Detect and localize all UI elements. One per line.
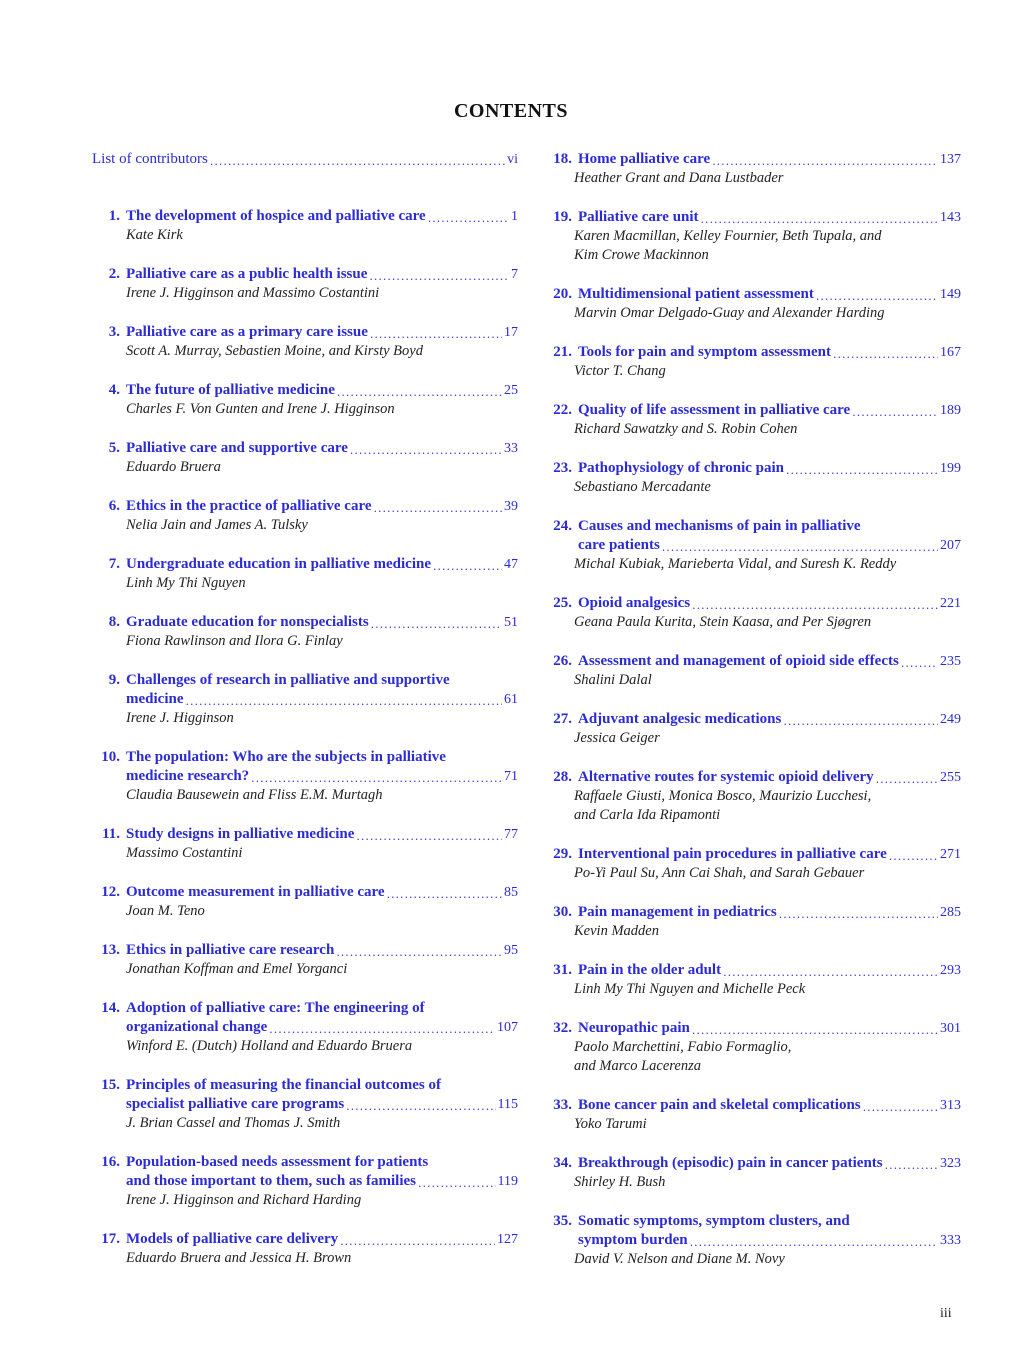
- leader-dots: [690, 1236, 938, 1250]
- toc-entry[interactable]: [92, 883, 518, 921]
- chapter-title[interactable]: Challenges of research in palliative and supportive: [126, 672, 450, 688]
- chapter-number: 3.: [108, 324, 120, 340]
- chapter-title[interactable]: Outcome measurement in palliative care: [126, 884, 385, 900]
- chapter-number: 19.: [553, 209, 572, 225]
- chapter-authors: Paolo Marchettini, Fabio Formaglio,: [574, 1039, 792, 1055]
- chapter-title[interactable]: Ethics in the practice of palliative care: [126, 498, 372, 514]
- chapter-title[interactable]: Breakthrough (episodic) pain in cancer patients: [578, 1155, 883, 1171]
- chapter-title[interactable]: Models of palliative care delivery: [126, 1231, 339, 1247]
- chapter-page: 167: [940, 345, 961, 360]
- chapter-title[interactable]: Somatic symptoms, symptom clusters, and: [578, 1213, 850, 1229]
- leader-dots: [336, 946, 502, 960]
- chapter-number: 31.: [553, 962, 572, 978]
- chapter-page: 25: [504, 383, 518, 398]
- chapter-title[interactable]: Causes and mechanisms of pain in palliative: [578, 518, 861, 534]
- chapter-page: 127: [497, 1232, 518, 1247]
- toc-entry[interactable]: [92, 265, 518, 303]
- chapter-authors: Eduardo Bruera: [126, 459, 221, 475]
- chapter-number: 27.: [553, 711, 572, 727]
- chapter-authors: Winford E. (Dutch) Holland and Eduardo Bruera: [126, 1038, 413, 1054]
- chapter-number: 16.: [101, 1154, 120, 1170]
- chapter-title[interactable]: Principles of measuring the financial outcomes of: [126, 1077, 441, 1093]
- chapter-authors: Irene J. Higginson: [126, 710, 234, 726]
- toc-entry[interactable]: [540, 1096, 961, 1134]
- chapter-number: 8.: [108, 614, 120, 630]
- leader-dots: [210, 155, 505, 169]
- toc-entry[interactable]: [92, 748, 518, 805]
- chapter-authors: Karen Macmillan, Kelley Fournier, Beth Tupala, and: [574, 228, 882, 244]
- chapter-title[interactable]: Palliative care unit: [578, 209, 699, 225]
- leader-dots: [337, 386, 502, 400]
- chapter-title[interactable]: Pathophysiology of chronic pain: [578, 460, 785, 476]
- leader-dots: [340, 1235, 495, 1249]
- chapter-number: 29.: [553, 846, 572, 862]
- chapter-authors: Massimo Costantini: [126, 845, 243, 861]
- chapter-title[interactable]: medicine: [126, 691, 184, 707]
- leader-dots: [816, 290, 938, 304]
- chapter-number: 20.: [553, 286, 572, 302]
- chapter-page: 85: [504, 885, 518, 900]
- chapter-authors: and Marco Lacerenza: [574, 1058, 701, 1074]
- chapter-number: 18.: [553, 151, 572, 167]
- chapter-number: 22.: [553, 402, 572, 418]
- toc-entry[interactable]: [540, 150, 961, 188]
- chapter-title[interactable]: Graduate education for nonspecialists: [126, 614, 369, 630]
- chapter-authors: Yoko Tarumi: [574, 1116, 647, 1132]
- toc-entry[interactable]: [92, 439, 518, 477]
- chapter-authors: Jessica Geiger: [574, 730, 660, 746]
- toc-entry[interactable]: [92, 613, 518, 651]
- chapter-page: 149: [940, 287, 961, 302]
- chapter-number: 35.: [553, 1213, 572, 1229]
- chapter-page: 39: [504, 499, 518, 514]
- toc-entry[interactable]: [540, 594, 961, 632]
- leader-dots: [350, 444, 502, 458]
- toc-entry[interactable]: [92, 1153, 518, 1210]
- chapter-number: 21.: [553, 344, 572, 360]
- leader-dots: [251, 772, 502, 786]
- toc-entry[interactable]: [92, 381, 518, 419]
- chapter-number: 26.: [553, 653, 572, 669]
- chapter-title[interactable]: symptom burden: [578, 1232, 688, 1248]
- chapter-authors: Geana Paula Kurita, Stein Kaasa, and Per Sjøgren: [574, 614, 872, 630]
- toc-right-column: [540, 150, 961, 1289]
- chapter-title[interactable]: Adoption of palliative care: The engineering of: [126, 1000, 425, 1016]
- chapter-page: 255: [940, 770, 961, 785]
- page-title: CONTENTS: [453, 100, 569, 122]
- chapter-number: 1.: [108, 208, 120, 224]
- toc-entry[interactable]: [540, 343, 961, 381]
- toc-entry[interactable]: [540, 903, 961, 941]
- chapter-authors: Heather Grant and Dana Lustbader: [574, 170, 784, 186]
- chapter-title[interactable]: Opioid analgesics: [578, 595, 691, 611]
- chapter-page: 285: [940, 905, 961, 920]
- right-entry-list: [540, 150, 961, 1269]
- leader-dots: [852, 406, 938, 420]
- leader-dots: [779, 908, 938, 922]
- toc-entry[interactable]: [540, 710, 961, 748]
- chapter-page: 235: [940, 654, 961, 669]
- chapter-number: 5.: [108, 440, 120, 456]
- chapter-authors: and Carla Ida Ripamonti: [574, 807, 721, 823]
- chapter-number: 14.: [101, 1000, 120, 1016]
- chapter-page: 313: [940, 1098, 961, 1113]
- chapter-title[interactable]: The population: Who are the subjects in palliative: [126, 749, 446, 765]
- chapter-authors: Linh My Thi Nguyen and Michelle Peck: [574, 981, 806, 997]
- chapter-number: 15.: [101, 1077, 120, 1093]
- contributors-entry[interactable]: [92, 150, 518, 169]
- leader-dots: [387, 888, 502, 902]
- leader-dots: [433, 560, 502, 574]
- leader-dots: [346, 1100, 495, 1114]
- chapter-authors: Shalini Dalal: [574, 672, 652, 688]
- chapter-authors: Sebastiano Mercadante: [574, 479, 711, 495]
- chapter-number: 4.: [108, 382, 120, 398]
- leader-dots: [712, 155, 938, 169]
- chapter-page: 249: [940, 712, 961, 727]
- chapter-authors: J. Brian Cassel and Thomas J. Smith: [126, 1115, 341, 1131]
- toc-entry[interactable]: [92, 207, 518, 245]
- leader-dots: [370, 328, 502, 342]
- leader-dots: [369, 270, 509, 284]
- chapter-authors: Scott A. Murray, Sebastien Moine, and Kirsty Boyd: [126, 343, 423, 359]
- chapter-number: 34.: [553, 1155, 572, 1171]
- leader-dots: [786, 464, 938, 478]
- leader-dots: [701, 213, 938, 227]
- chapter-authors: Fiona Rawlinson and Ilora G. Finlay: [126, 633, 343, 649]
- chapter-title[interactable]: specialist palliative care programs: [126, 1096, 345, 1112]
- chapter-page: 271: [940, 847, 961, 862]
- chapter-authors: Shirley H. Bush: [574, 1174, 666, 1190]
- chapter-authors: Kim Crowe Mackinnon: [574, 247, 709, 263]
- chapter-number: 25.: [553, 595, 572, 611]
- chapter-number: 28.: [553, 769, 572, 785]
- chapter-title[interactable]: Multidimensional patient assessment: [578, 286, 814, 302]
- toc-entry[interactable]: [92, 671, 518, 728]
- chapter-title[interactable]: Palliative care as a primary care issue: [126, 324, 368, 340]
- toc-entry[interactable]: [540, 459, 961, 497]
- chapter-page: 293: [940, 963, 961, 978]
- toc-entry[interactable]: [540, 401, 961, 439]
- chapter-title[interactable]: organizational change: [126, 1019, 268, 1035]
- chapter-title[interactable]: Ethics in palliative care research: [126, 942, 335, 958]
- contributors-label[interactable]: List of contributors: [92, 151, 208, 167]
- chapter-authors: Kate Kirk: [126, 227, 183, 243]
- leader-dots: [371, 618, 502, 632]
- chapter-authors: Michal Kubiak, Marieberta Vidal, and Suresh K. Reddy: [574, 556, 897, 572]
- leader-dots: [428, 212, 509, 226]
- toc-entry[interactable]: [540, 1212, 961, 1269]
- leader-dots: [889, 850, 938, 864]
- chapter-authors: Joan M. Teno: [126, 903, 205, 919]
- toc-entry[interactable]: [540, 768, 961, 825]
- chapter-title[interactable]: care patients: [578, 537, 660, 553]
- chapter-page: 323: [940, 1156, 961, 1171]
- chapter-title[interactable]: Assessment and management of opioid side effects: [578, 653, 899, 669]
- chapter-title[interactable]: Pain in the older adult: [578, 962, 722, 978]
- chapter-title[interactable]: and those important to them, such as families: [126, 1173, 417, 1189]
- leader-dots: [885, 1159, 938, 1173]
- footer-page-number: iii: [940, 1306, 952, 1321]
- leader-dots: [901, 657, 938, 671]
- chapter-authors: Claudia Bausewein and Fliss E.M. Murtagh: [126, 787, 383, 803]
- chapter-number: 2.: [108, 266, 120, 282]
- leader-dots: [662, 541, 938, 555]
- leader-dots: [418, 1177, 496, 1191]
- chapter-title[interactable]: Study designs in palliative medicine: [126, 826, 355, 842]
- chapter-number: 32.: [553, 1020, 572, 1036]
- left-entry-list: [92, 207, 518, 1268]
- chapter-number: 6.: [108, 498, 120, 514]
- chapter-title[interactable]: Home palliative care: [578, 151, 711, 167]
- toc-entry[interactable]: [540, 517, 961, 574]
- chapter-page: 77: [504, 827, 518, 842]
- chapter-page: 17: [504, 325, 518, 340]
- chapter-number: 9.: [108, 672, 120, 688]
- chapter-page: 301: [940, 1021, 961, 1036]
- chapter-page: 333: [940, 1233, 961, 1248]
- chapter-authors: Victor T. Chang: [574, 363, 666, 379]
- leader-dots: [356, 830, 502, 844]
- chapter-authors: David V. Nelson and Diane M. Novy: [574, 1251, 785, 1267]
- chapter-page: 119: [497, 1174, 518, 1189]
- toc-entry[interactable]: [92, 497, 518, 535]
- chapter-page: 189: [940, 403, 961, 418]
- toc-entry[interactable]: [540, 845, 961, 883]
- contributors-page: vi: [507, 152, 518, 167]
- toc-entry[interactable]: [92, 323, 518, 361]
- toc-entry[interactable]: [540, 1154, 961, 1192]
- chapter-title[interactable]: Quality of life assessment in palliative care: [578, 402, 851, 418]
- leader-dots: [186, 695, 503, 709]
- chapter-title[interactable]: Neuropathic pain: [578, 1020, 690, 1036]
- leader-dots: [876, 773, 938, 787]
- chapter-page: 1: [511, 209, 518, 224]
- chapter-title[interactable]: Alternative routes for systemic opioid delivery: [578, 769, 874, 785]
- toc-entry[interactable]: [540, 961, 961, 999]
- chapter-title[interactable]: The future of palliative medicine: [126, 382, 335, 398]
- leader-dots: [692, 1024, 938, 1038]
- chapter-title[interactable]: medicine research?: [126, 768, 250, 784]
- chapter-authors: Raffaele Giusti, Monica Bosco, Maurizio Lucchesi,: [574, 788, 872, 804]
- toc-entry[interactable]: [92, 999, 518, 1056]
- chapter-authors: Nelia Jain and James A. Tulsky: [126, 517, 308, 533]
- chapter-authors: Marvin Omar Delgado-Guay and Alexander Harding: [574, 305, 885, 321]
- chapter-page: 51: [504, 615, 518, 630]
- chapter-page: 107: [497, 1020, 518, 1035]
- chapter-title[interactable]: Tools for pain and symptom assessment: [578, 344, 831, 360]
- chapter-page: 221: [940, 596, 961, 611]
- chapter-page: 199: [940, 461, 961, 476]
- leader-dots: [269, 1023, 495, 1037]
- chapter-page: 137: [940, 152, 961, 167]
- chapter-number: 17.: [101, 1231, 120, 1247]
- chapter-authors: Charles F. Von Gunten and Irene J. Higginson: [126, 401, 395, 417]
- chapter-title[interactable]: Pain management in pediatrics: [578, 904, 777, 920]
- chapter-number: 11.: [102, 826, 120, 842]
- leader-dots: [692, 599, 938, 613]
- chapter-authors: Irene J. Higginson and Richard Harding: [126, 1192, 362, 1208]
- chapter-authors: Irene J. Higginson and Massimo Costantini: [126, 285, 380, 301]
- toc-entry[interactable]: [540, 285, 961, 323]
- toc-entry[interactable]: [92, 941, 518, 979]
- leader-dots: [783, 715, 938, 729]
- chapter-title[interactable]: The development of hospice and palliative care: [126, 208, 426, 224]
- toc-entry[interactable]: [540, 652, 961, 690]
- leader-dots: [833, 348, 938, 362]
- chapter-page: 115: [497, 1097, 518, 1112]
- chapter-number: 7.: [108, 556, 120, 572]
- toc-entry[interactable]: [540, 1019, 961, 1076]
- leader-dots: [723, 966, 938, 980]
- chapter-number: 12.: [101, 884, 120, 900]
- leader-dots: [863, 1101, 938, 1115]
- toc-entry[interactable]: [92, 1076, 518, 1133]
- chapter-title[interactable]: Bone cancer pain and skeletal complications: [578, 1097, 861, 1113]
- chapter-page: 207: [940, 538, 961, 553]
- chapter-authors: Linh My Thi Nguyen: [126, 575, 246, 591]
- chapter-title[interactable]: Adjuvant analgesic medications: [578, 711, 782, 727]
- toc-left-column: [92, 150, 518, 1288]
- chapter-number: 13.: [101, 942, 120, 958]
- chapter-title[interactable]: Undergraduate education in palliative medicine: [126, 556, 431, 572]
- chapter-page: 143: [940, 210, 961, 225]
- chapter-title[interactable]: Palliative care as a public health issue: [126, 266, 368, 282]
- chapter-authors: Richard Sawatzky and S. Robin Cohen: [574, 421, 798, 437]
- chapter-title[interactable]: Population-based needs assessment for patients: [126, 1154, 429, 1170]
- chapter-number: 30.: [553, 904, 572, 920]
- chapter-page: 95: [504, 943, 518, 958]
- chapter-title[interactable]: Palliative care and supportive care: [126, 440, 348, 456]
- chapter-page: 61: [504, 692, 518, 707]
- chapter-number: 24.: [553, 518, 572, 534]
- chapter-page: 33: [504, 441, 518, 456]
- toc-entry[interactable]: [540, 208, 961, 265]
- leader-dots: [374, 502, 502, 516]
- chapter-number: 33.: [553, 1097, 572, 1113]
- toc-entry[interactable]: [92, 825, 518, 863]
- toc-entry[interactable]: [92, 555, 518, 593]
- chapter-authors: Jonathan Koffman and Emel Yorganci: [126, 961, 348, 977]
- chapter-page: 7: [511, 267, 518, 282]
- chapter-number: 10.: [101, 749, 120, 765]
- chapter-authors: Eduardo Bruera and Jessica H. Brown: [126, 1250, 352, 1266]
- chapter-authors: Po-Yi Paul Su, Ann Cai Shah, and Sarah Gebauer: [574, 865, 865, 881]
- chapter-title[interactable]: Interventional pain procedures in palliative care: [578, 846, 887, 862]
- chapter-authors: Kevin Madden: [574, 923, 659, 939]
- chapter-number: 23.: [553, 460, 572, 476]
- toc-entry[interactable]: [92, 1230, 518, 1268]
- chapter-page: 47: [504, 557, 518, 572]
- chapter-page: 71: [504, 769, 518, 784]
